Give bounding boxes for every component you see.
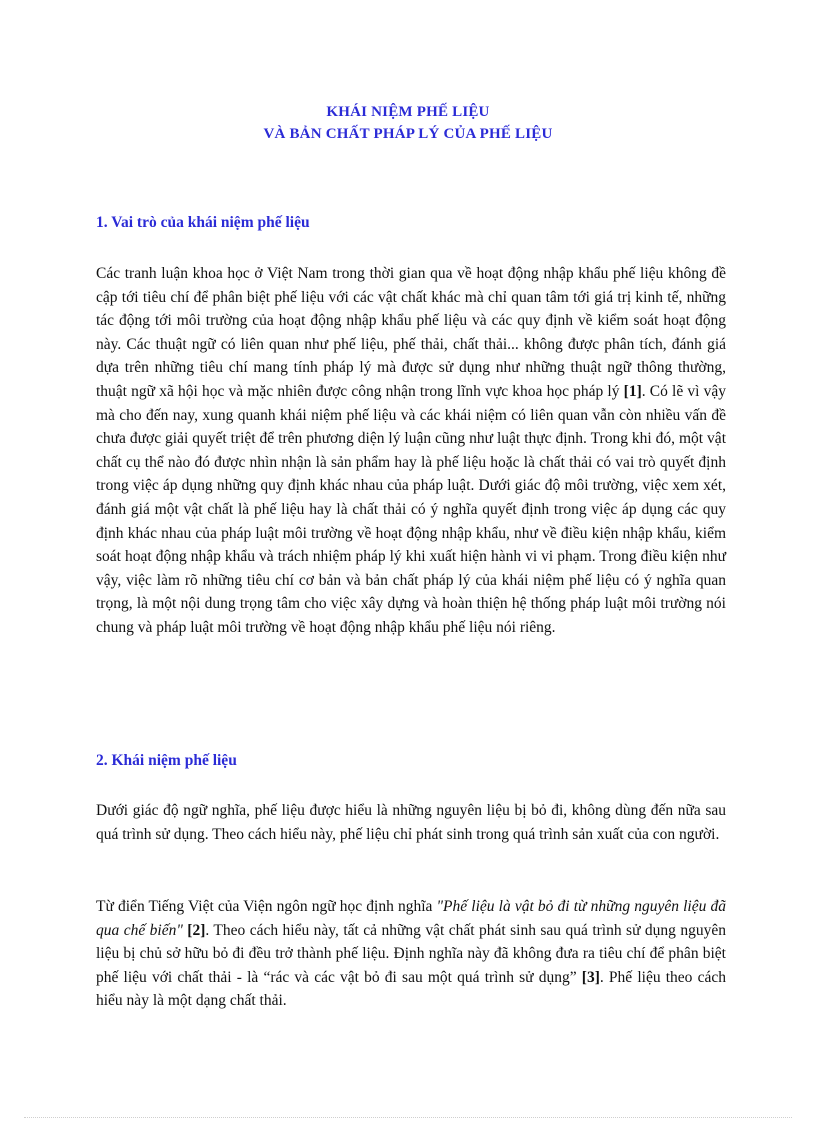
document-title-line2: VÀ BẢN CHẤT PHÁP LÝ CỦA PHẾ LIỆU: [263, 126, 553, 142]
page-bottom-divider: [24, 1117, 792, 1118]
section1-paragraph: [96, 262, 726, 640]
reference-2: [2]: [187, 921, 206, 939]
section1-text-start: Các tranh luận khoa học ở Việt Nam trong thời gian qua về hoạt động nhập khẩu phế liệu không đề cập tới tiêu chí để phân biệt phế liệu với các vật chất khác mà chỉ quan tâm tới giá trị kinh tế, những tác động tới môi trường của hoạt động nhập khẩu phế liệu và các quy định về kiểm soát hoạt động này. Các thuật ngữ có liên quan như phế liệu, phế thải, chất thải... không được phân tích, đánh giá dựa trên những tiêu chí mang tính pháp lý mà được sử dụng như những thuật ngữ thông thường, thuật ngữ xã hội học và mặc nhiên được công nhận trong lĩnh vực khoa học pháp lý: [96, 265, 726, 400]
section2-text-middle: . Theo cách hiểu này, tất cả những vật chất phát sinh sau quá trình sử dụng nguyên liệu bị chủ sở hữu bỏ đi đều trở thành phế liệu. Định nghĩa này đã không đưa ra tiêu chí để phân biệt phế liệu với chất thải - là “rác và các vật bỏ đi sau một quá trình sử dụng”: [96, 921, 726, 986]
section2-text-end: . Phế liệu theo cách hiểu này là một dạng chất thải.: [96, 968, 726, 1010]
dictionary-quote: "Phế liệu là vật bỏ đi từ những nguyên liệu đã qua chế biến": [96, 898, 726, 939]
reference-3: [3]: [581, 968, 600, 986]
section2-text-intro: Từ điển Tiếng Việt của Viện ngôn ngữ học định nghĩa: [96, 898, 437, 915]
document-title-line1: KHÁI NIỆM PHẾ LIỆU: [326, 104, 490, 120]
reference-1: [1]: [623, 382, 642, 400]
section2-heading: 2. Khái niệm phế liệu: [96, 752, 237, 769]
section2-paragraph-2: [96, 895, 726, 1013]
section2-paragraph-1: Dưới giác độ ngữ nghĩa, phế liệu được hiểu là những nguyên liệu bị bỏ đi, không dùng đến nữa sau quá trình sử dụng. Theo cách hiểu này, phế liệu chỉ phát sinh trong quá trình sản xuất của con người.: [96, 802, 726, 843]
section1-heading: 1. Vai trò của khái niệm phế liệu: [96, 214, 310, 231]
section1-text-end: . Có lẽ vì vậy mà cho đến nay, xung quanh khái niệm phế liệu và các khái niệm có liên quan vẫn còn nhiều vấn đề chưa được giải quyết triệt để trên phương diện lý luận cũng như luật thực định. Trong khi đó, một vật chất cụ thể nào đó được nhìn nhận là sản phẩm hay là phế liệu hoặc là chất thải có vai trò quyết định trong việc áp dụng những quy định khác nhau của pháp luật. Dưới giác độ môi trường, việc xem xét, đánh giá một vật chất là phế liệu hay là chất thải có ý nghĩa quyết định trong việc áp dụng các quy định khác nhau của pháp luật môi trường về hoạt động nhập khẩu, như về điều kiện nhập khẩu, kiểm soát hoạt động nhập khẩu và trách nhiệm pháp lý khi xuất hiện hành vi vi phạm. Trong điều kiện như vậy, việc làm rõ những tiêu chí cơ bản và bản chất pháp lý của khái niệm phế liệu có ý nghĩa quan trọng, là một nội dung trọng tâm cho việc xây dựng và hoàn thiện hệ thống pháp luật môi trường nói chung và pháp luật môi trường về hoạt động nhập khẩu phế liệu nói riêng.: [96, 382, 726, 636]
